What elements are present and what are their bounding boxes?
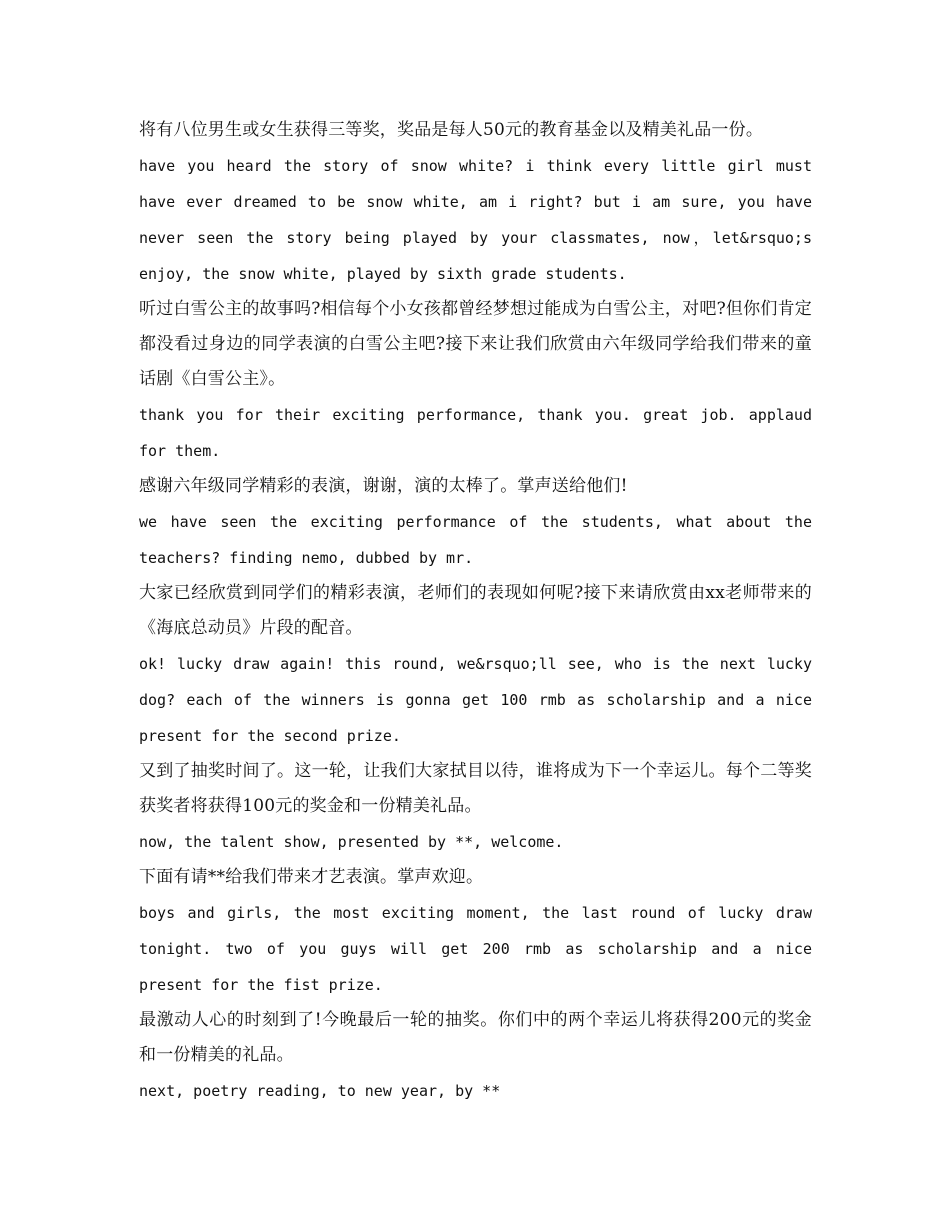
document-body <box>139 113 812 1109</box>
paragraph-zh-finding-nemo: 大家已经欣赏到同学们的精彩表演，老师们的表现如何呢?接下来请欣赏由xx老师带来的《海底总动员》片段的配音。 <box>139 583 812 638</box>
paragraph-zh-snow-white-intro: 听过白雪公主的故事吗?相信每个小女孩都曾经梦想过能成为白雪公主，对吧?但你们肯定都没看过身边的同学表演的白雪公主吧?接下来让我们欣赏由六年级同学给我们带来的童话剧《白雪公主》。 <box>139 299 812 389</box>
paragraph-en-lucky-draw-first: boys and girls, the most exciting moment, the last round of lucky draw tonight. two of you guys will get 200 rmb as scholarship and a nice present for the fist prize. <box>139 904 812 994</box>
paragraph-en-finding-nemo: we have seen the exciting performance of the students, what about the teachers? finding nemo, dubbed by mr. <box>139 513 812 567</box>
paragraph-zh-lucky-draw-second: 又到了抽奖时间了。这一轮，让我们大家拭目以待，谁将成为下一个幸运儿。每个二等奖获奖者将获得100元的奖金和一份精美礼品。 <box>139 761 812 816</box>
paragraph-en-talent-show: now, the talent show, presented by **, welcome. <box>139 833 564 851</box>
paragraph-en-lucky-draw-second: ok! lucky draw again! this round, we&rsquo;ll see, who is the next lucky dog? each of the winners is gonna get 100 rmb as scholarship and a nice present for the second prize. <box>139 655 812 745</box>
paragraph-zh-talent-show: 下面有请**给我们带来才艺表演。掌声欢迎。 <box>139 867 484 887</box>
paragraph-en-thank-performance: thank you for their exciting performance, thank you. great job. applaud for them. <box>139 406 812 460</box>
paragraph-zh-lucky-draw-first: 最激动人心的时刻到了!今晚最后一轮的抽奖。你们中的两个幸运儿将获得200元的奖金和一份精美的礼品。 <box>139 1010 812 1065</box>
paragraph-zh-thank-performance: 感谢六年级同学精彩的表演，谢谢，演的太棒了。掌声送给他们! <box>139 476 628 496</box>
paragraph-zh-prize-third: 将有八位男生或女生获得三等奖，奖品是每人50元的教育基金以及精美礼品一份。 <box>139 120 764 140</box>
paragraph-en-poetry-reading: next, poetry reading, to new year, by ** <box>139 1082 501 1100</box>
paragraph-en-snow-white-intro: have you heard the story of snow white? i think every little girl must have ever dreamed to be snow white, am i right? but i am sure, you have never seen the story being played by your classmates, now，let&rsquo;s enjoy, the snow white, played by sixth grade students. <box>139 157 812 283</box>
